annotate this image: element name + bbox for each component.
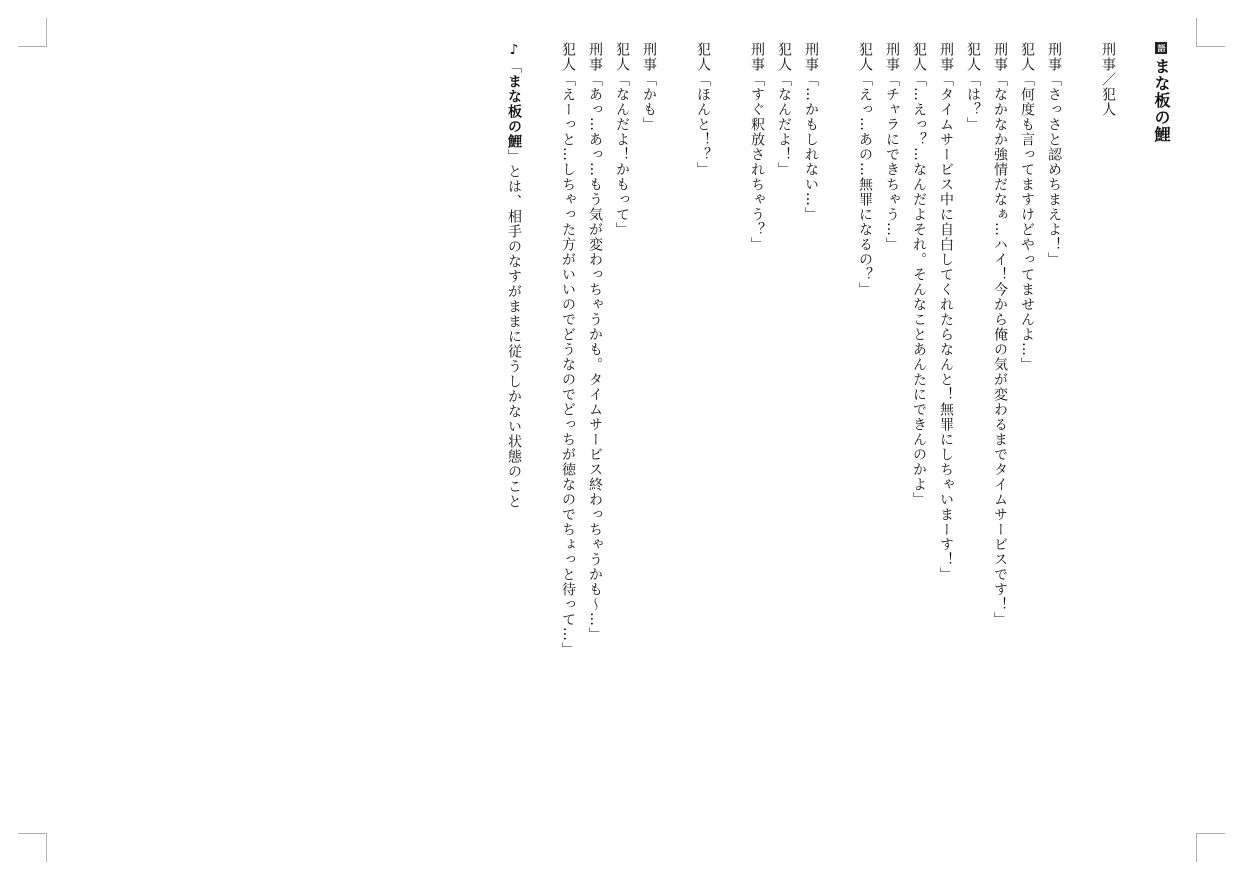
definition-note [500,42,527,702]
dialogue-line: 犯人「えっ…あの…無罪になるの？」 [857,42,873,297]
title-mark-icon: 語 [1157,43,1166,53]
dialogue-line: 犯人「なんだよ！かもって」 [614,42,630,237]
crop-mark-top-left [18,18,47,47]
dialogue-line: 刑事「タイムサービス中に自白してくれたらなんと！無罪にしちゃいまーす！」 [938,42,954,582]
blank-line [716,42,743,702]
music-note-icon: ♪ [506,42,522,59]
crop-mark-bottom-left [18,833,47,862]
dialogue-line: 刑事「あっ…あっ…もう気が変わっちゃうかも。タイムサービス終わっちゃうかも～…」 [587,42,603,642]
blank-line [662,42,689,702]
dialogue-line: 犯人「えーっと…しちゃった方がいいのでどうなのでどっちが徳なのでちょっと待って…」 [560,42,576,657]
blank-line [527,42,554,702]
subtitle: 刑事／犯人 [1100,42,1116,117]
dialogue-line: 刑事「チャラにできちゃう…」 [884,42,900,252]
note-term: まな板の鯉 [506,74,522,149]
crop-mark-top-right [1196,18,1225,47]
dialogue-line: 刑事「すぐ釈放されちゃう？」 [749,42,765,252]
dialogue-line: 犯人「何度も言ってますけどやってませんよ…」 [1019,42,1035,372]
note-open-bracket: 「 [506,59,522,74]
document-title [1148,42,1175,702]
dialogue-line: 刑事「なかなか強情だなぁ…ハイ！今から俺の気が変わるまでタイムサービスです！」 [992,42,1008,627]
dialogue-line: 犯人「なんだよ！」 [776,42,792,177]
dialogue-line: 刑事「…かもしれない…」 [803,42,819,222]
dialogue-line: 刑事「かも」 [641,42,657,132]
title-text: まな板の鯉 [1152,58,1171,143]
dialogue-line: 犯人「…えっ？…なんだよそれ。そんなことあんたにできんのかよ」 [911,42,927,507]
vertical-text-body [500,42,1175,702]
note-definition: 」とは、相手のなすがままに従うしかない状態のこと [506,149,522,509]
dialogue-line: 犯人「ほんと！？」 [695,42,711,177]
dialogue-line: 刑事「さっさと認めちまえよ！」 [1046,42,1062,267]
blank-line [824,42,851,702]
dialogue-line: 犯人「は？」 [965,42,981,132]
crop-mark-bottom-right [1196,833,1225,862]
blank-line [1121,42,1148,702]
blank-line [1067,42,1094,702]
